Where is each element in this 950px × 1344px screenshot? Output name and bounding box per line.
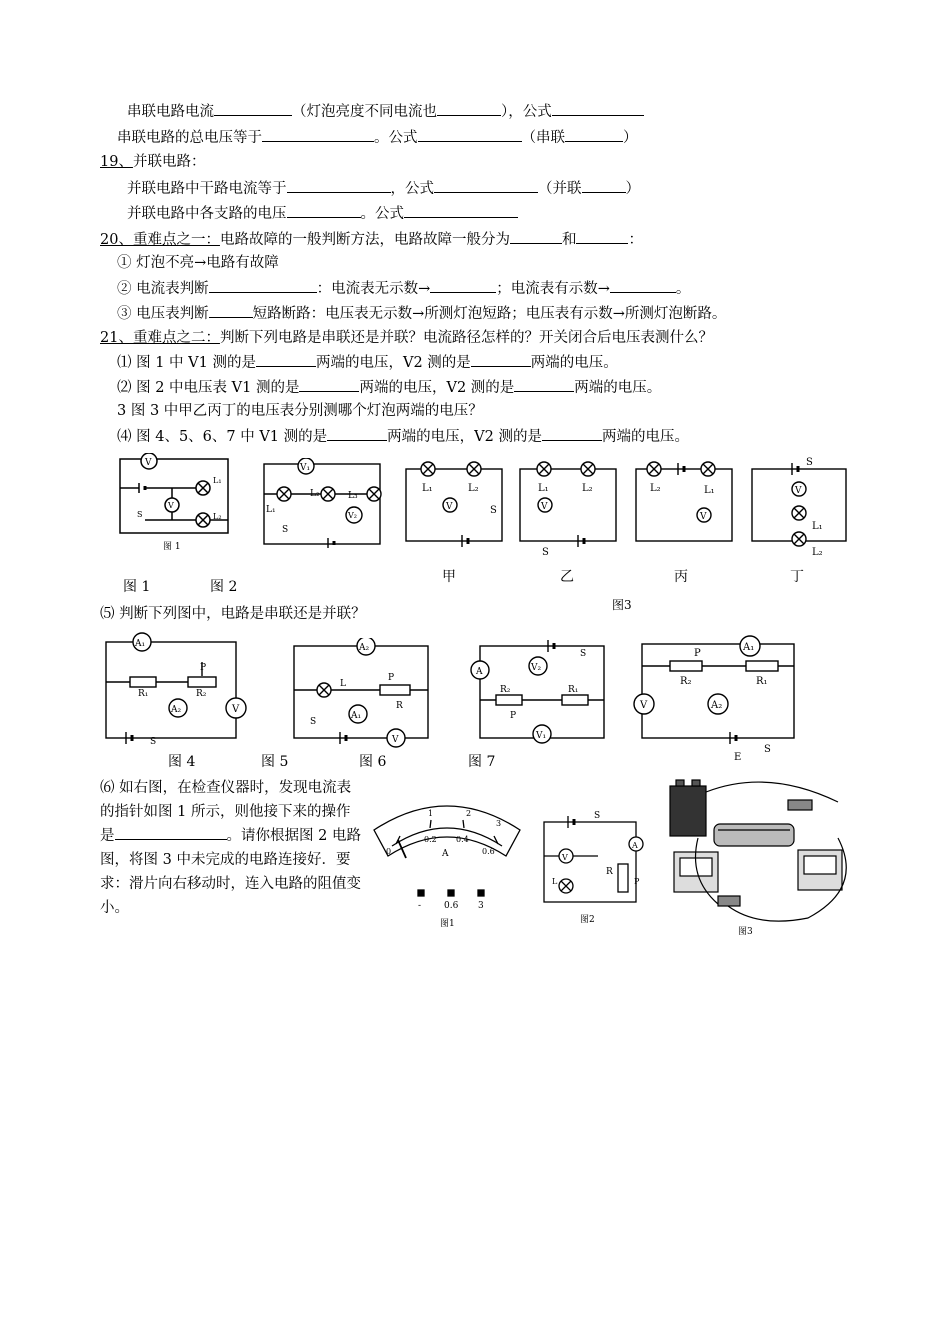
- blank[interactable]: [510, 229, 562, 244]
- blank[interactable]: [565, 127, 623, 142]
- line-series-current: 串联电路电流 （灯泡亮度不同电流也 ），公式: [127, 101, 644, 122]
- svg-text:A₂: A₂: [359, 643, 370, 653]
- svg-text:R₁: R₁: [568, 685, 579, 695]
- svg-text:V₂: V₂: [531, 663, 542, 673]
- caption-m3: 图3: [738, 927, 753, 937]
- svg-text:R₂: R₂: [680, 676, 692, 687]
- fig1-small-caption: 图 1: [163, 542, 181, 552]
- caption-fig6: 图 6: [359, 754, 387, 770]
- svg-text:L₂: L₂: [582, 483, 593, 494]
- line-parallel-voltage: 并联电路中各支路的电压 。公式: [127, 203, 518, 224]
- svg-text:S: S: [282, 525, 289, 535]
- svg-text:V: V: [562, 853, 568, 862]
- svg-text:V₁: V₁: [300, 463, 311, 473]
- blank[interactable]: [552, 101, 644, 116]
- svg-text:V₂: V₂: [348, 511, 357, 520]
- blank[interactable]: [287, 203, 361, 218]
- svg-text:S: S: [594, 811, 601, 821]
- question-6: ⑹ 如右图，在检查仪器时，发现电流表的指针如图 1 所示，则他接下来的操作是 。请你根据图 2 电路图，将图 3 中未完成的电路连接好．要求：滑片向右移动时，连入电路的阻值变小。: [100, 780, 361, 916]
- tick-04: 0.4: [456, 835, 469, 844]
- blank[interactable]: [514, 377, 574, 392]
- caption-yi: 乙: [560, 569, 574, 585]
- svg-text:A₁: A₁: [351, 711, 362, 721]
- svg-text:P: P: [510, 711, 517, 721]
- line-20-1: ① 灯泡不亮→电路有故障: [117, 255, 279, 271]
- line-21-4: ⑷ 图 4、5、6、7 中 V1 测的是 两端的电压，V2 测的是 两端的电压。: [117, 426, 689, 447]
- svg-text:V: V: [700, 512, 707, 522]
- svg-text:L₁: L₁: [213, 476, 222, 485]
- svg-text:V: V: [640, 700, 648, 711]
- blank[interactable]: [209, 278, 317, 293]
- svg-text:A₁: A₁: [743, 642, 755, 653]
- svg-text:P: P: [388, 673, 395, 683]
- figure-4-circuit: [102, 632, 247, 747]
- blank[interactable]: [256, 352, 316, 367]
- caption-m2: 图2: [580, 915, 595, 925]
- caption-ding: 丁: [790, 569, 804, 585]
- svg-text:V: V: [795, 486, 802, 496]
- svg-text:V: V: [145, 458, 152, 468]
- svg-text:R₁: R₁: [138, 689, 149, 699]
- blank[interactable]: [582, 178, 626, 193]
- svg-text:A₂: A₂: [171, 705, 182, 715]
- line-19: 19、并联电路：: [100, 154, 206, 170]
- figure-6-circuit: [466, 630, 611, 750]
- blank[interactable]: [576, 229, 628, 244]
- svg-text:A: A: [632, 841, 638, 850]
- svg-text:L₁: L₁: [704, 485, 715, 496]
- figure-7-circuit: [628, 634, 803, 764]
- blank[interactable]: [418, 127, 522, 142]
- svg-text:R₂: R₂: [500, 685, 511, 695]
- caption-fig5: 图 5: [261, 754, 289, 770]
- svg-text:L₁: L₁: [422, 483, 433, 494]
- apparatus-figure: [658, 778, 868, 938]
- svg-text:V: V: [446, 502, 453, 512]
- blank[interactable]: [327, 426, 387, 441]
- svg-text:A₁: A₁: [135, 639, 146, 649]
- blank[interactable]: [214, 101, 292, 116]
- blank[interactable]: [287, 178, 391, 193]
- top-1: 1: [428, 809, 434, 818]
- blank[interactable]: [209, 303, 253, 318]
- svg-text:V: V: [541, 502, 548, 512]
- blank[interactable]: [299, 377, 359, 392]
- label-S: S: [764, 744, 771, 755]
- svg-text:L₁: L₁: [266, 505, 276, 515]
- line-21-5: ⑸ 判断下列图中，电路是串联还是并联？: [100, 606, 366, 622]
- svg-text:P: P: [634, 877, 640, 886]
- blank[interactable]: [437, 101, 501, 116]
- terminal-neg: -: [418, 901, 422, 911]
- svg-text:A: A: [476, 667, 483, 677]
- svg-text:V: V: [232, 704, 240, 715]
- small-circuit-fig2: [538, 806, 648, 926]
- blank[interactable]: [542, 426, 602, 441]
- svg-text:L₂: L₂: [650, 483, 661, 494]
- blank[interactable]: [262, 127, 374, 142]
- label-E: E: [734, 752, 742, 763]
- svg-text:L₂: L₂: [310, 489, 320, 499]
- caption-jia: 甲: [442, 569, 456, 585]
- line-21-1: ⑴ 图 1 中 V1 测的是 两端的电压，V2 测的是 两端的电压。: [117, 352, 618, 373]
- svg-text:V: V: [392, 735, 399, 745]
- top-3: 3: [496, 819, 502, 828]
- svg-text:L: L: [340, 679, 346, 689]
- svg-text:S: S: [137, 510, 143, 519]
- svg-text:L₂: L₂: [468, 483, 479, 494]
- ammeter-figure: [370, 792, 525, 932]
- svg-text:L₁: L₁: [812, 521, 823, 532]
- figure-1-circuit: [115, 453, 235, 553]
- line-20-3: ③ 电压表判断 短路断路：电压表无示数→所测灯泡短路；电压表有示数→所测灯泡断路。: [117, 303, 726, 324]
- svg-text:R: R: [606, 867, 613, 877]
- blank[interactable]: [115, 825, 227, 840]
- blank[interactable]: [471, 352, 531, 367]
- line-series-voltage: 串联电路的总电压等于 。公式 （串联 ）: [117, 127, 638, 148]
- svg-text:P: P: [694, 648, 701, 659]
- svg-text:S: S: [310, 717, 317, 727]
- blank[interactable]: [610, 278, 676, 293]
- tick-0: 0: [386, 847, 392, 856]
- svg-text:P: P: [200, 663, 207, 673]
- svg-text:L₂: L₂: [812, 547, 823, 558]
- caption-fig2: 图 2: [210, 579, 238, 595]
- caption-fig7: 图 7: [468, 754, 496, 770]
- figure-2-circuit: [258, 458, 388, 550]
- blank[interactable]: [434, 178, 538, 193]
- tick-02: 0.2: [424, 835, 437, 844]
- caption-fig1: 图 1: [123, 579, 151, 595]
- svg-text:V₁: V₁: [536, 731, 547, 741]
- tick-06: 0.6: [482, 847, 495, 856]
- svg-text:L₁: L₁: [538, 483, 549, 494]
- svg-text:V: V: [168, 501, 174, 510]
- caption-m1: 图1: [440, 919, 455, 929]
- line-parallel-current: 并联电路中干路电流等于 ，公式 （并联 ）: [127, 178, 640, 199]
- svg-text:S: S: [806, 457, 813, 468]
- caption-fig4: 图 4: [168, 754, 196, 770]
- svg-text:S: S: [542, 547, 549, 558]
- svg-text:L₂: L₂: [213, 512, 222, 521]
- caption-bing: 丙: [674, 569, 688, 585]
- line-21: 21、重难点之二：判断下列电路是串联还是并联？电流路径怎样的？开关闭合后电压表测什么？: [100, 330, 713, 346]
- terminal-3: 3: [478, 901, 484, 911]
- line-21-2: ⑵ 图 2 中电压表 V1 测的是 两端的电压，V2 测的是 两端的电压。: [117, 377, 661, 398]
- svg-text:S: S: [150, 737, 157, 747]
- line-20: 20、重难点之一：电路故障的一般判断方法，电路故障一般分为 和 ：: [100, 229, 643, 250]
- terminal-06: 0.6: [444, 901, 459, 911]
- blank[interactable]: [430, 278, 496, 293]
- line-21-3: 3 图 3 中甲乙丙丁的电压表分别测哪个灯泡两端的电压？: [117, 403, 483, 419]
- svg-text:S: S: [490, 505, 497, 516]
- top-2: 2: [466, 809, 472, 818]
- caption-fig3: 图3: [612, 598, 632, 612]
- figure-3-group: [402, 457, 852, 617]
- svg-text:R₁: R₁: [756, 676, 768, 687]
- svg-text:A₂: A₂: [711, 700, 723, 711]
- svg-text:S: S: [580, 649, 587, 659]
- svg-text:R: R: [396, 701, 403, 711]
- line-20-2: ② 电流表判断 ：电流表无示数→ ；电流表有示数→ 。: [117, 278, 690, 299]
- blank[interactable]: [404, 203, 518, 218]
- svg-text:R₂: R₂: [196, 689, 207, 699]
- unit-A: A: [442, 849, 449, 859]
- svg-text:L: L: [552, 877, 558, 886]
- svg-text:L₃: L₃: [348, 491, 358, 501]
- figure-5-circuit: [288, 638, 433, 748]
